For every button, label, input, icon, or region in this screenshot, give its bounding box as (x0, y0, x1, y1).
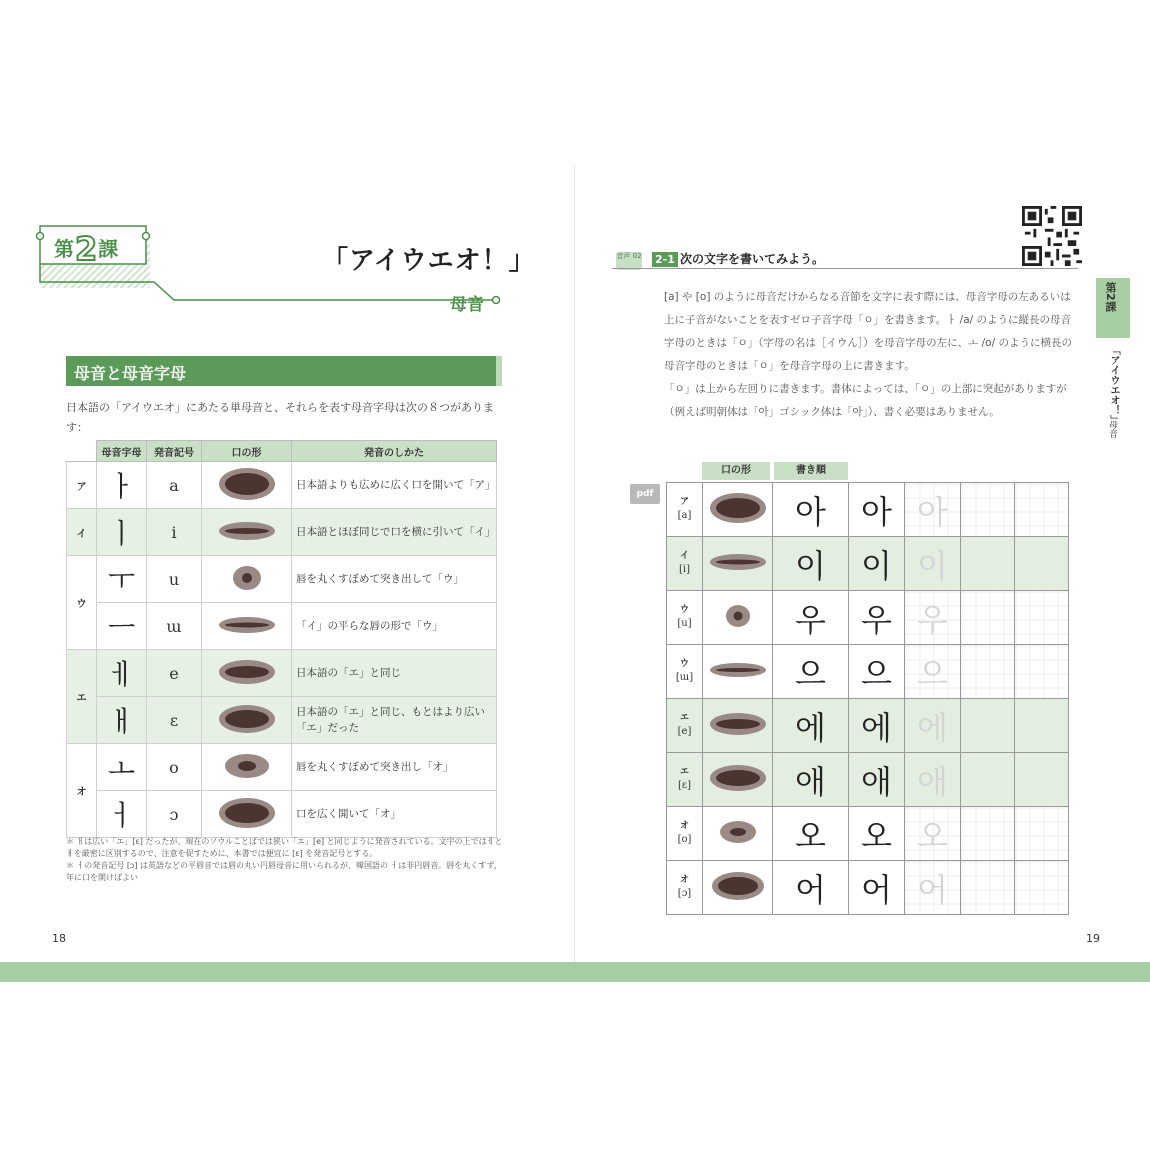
practice-row (667, 537, 1069, 591)
row-ipa: [a] (677, 510, 692, 521)
qr-code-icon[interactable] (1022, 206, 1082, 266)
header-ipa: 発音記号 (147, 441, 202, 462)
mouth-open-icon (202, 697, 292, 744)
row-desc: 唇を丸くすぼめて突き出し「オ」 (292, 744, 497, 791)
row-label (667, 861, 703, 915)
page-gutter (574, 165, 575, 965)
row-label (667, 807, 703, 861)
chapter-prefix: 第 (54, 237, 75, 261)
trace-syllable[interactable]: 애 (905, 753, 961, 807)
row-kana: オ (67, 744, 97, 838)
syllable-stroke: 어 (795, 870, 826, 909)
table-row (67, 509, 497, 556)
chapter-number: 2 (75, 230, 99, 268)
model-syllable: 어 (849, 861, 905, 915)
stroke-order-syllable (773, 807, 849, 861)
side-title: 「アイウエオ！」 (1108, 345, 1119, 425)
row-kana: ウ (679, 605, 689, 615)
intro-text: 日本語の「アイウエオ」にあたる単母音と、それらを表す母音字母は次の８つがあります： (66, 401, 495, 434)
header-stroke-order: 書き順 (774, 462, 848, 480)
practice-cell[interactable] (961, 753, 1015, 807)
mouth-shape-icon (703, 807, 773, 861)
mouth-shape-icon (703, 753, 773, 807)
row-kana: ア (679, 497, 689, 507)
explanation (664, 286, 1080, 424)
row-ipa: u (147, 556, 202, 603)
stroke-order-syllable (773, 537, 849, 591)
vowel-table-header (67, 441, 497, 462)
row-kana: ウ (679, 659, 689, 669)
row-desc: 日本語の「エ」と同じ、もとはより広い「エ」だった (292, 697, 497, 744)
practice-cell[interactable] (1015, 591, 1069, 645)
footnotes (66, 836, 506, 884)
row-ipa: e (147, 650, 202, 697)
model-syllable: 으 (849, 645, 905, 699)
syllable-stroke: 에 (795, 708, 826, 747)
practice-cell[interactable] (1015, 699, 1069, 753)
row-jamo: ㅜ (97, 556, 147, 603)
practice-row (667, 645, 1069, 699)
stroke-order-syllable (773, 699, 849, 753)
page-title: 「アイウエオ！」 (322, 246, 536, 276)
practice-row (667, 753, 1069, 807)
practice-cell[interactable] (961, 807, 1015, 861)
exercise-number: 2-1 (652, 252, 678, 267)
trace-syllable[interactable]: 으 (905, 645, 961, 699)
row-desc: 日本語よりも広めに広く口を開いて「ア」 (292, 462, 497, 509)
model-syllable: 애 (849, 753, 905, 807)
row-kana: ア (67, 462, 97, 509)
table-row (67, 744, 497, 791)
chapter-side-tab (1096, 278, 1130, 338)
row-kana: ウ (67, 556, 97, 650)
syllable-stroke: 으 (795, 654, 826, 693)
mouth-round-small-icon (202, 744, 292, 791)
page-number-left: 18 (52, 932, 66, 945)
trace-syllable[interactable]: 이 (905, 537, 961, 591)
syllable-stroke: 애 (795, 762, 826, 801)
row-desc: 口を広く開いて「オ」 (292, 791, 497, 838)
header-jamo: 母音字母 (97, 441, 147, 462)
stroke-order-syllable (773, 645, 849, 699)
row-ipa: [u] (677, 618, 692, 629)
model-syllable: 아 (849, 483, 905, 537)
syllable-stroke: 아 (795, 492, 826, 531)
table-row (67, 462, 497, 509)
row-kana: エ (679, 767, 689, 777)
table-row (67, 556, 497, 603)
trace-syllable[interactable]: 어 (905, 861, 961, 915)
row-desc: 唇を丸くすぼめて突き出して「ウ」 (292, 556, 497, 603)
row-ipa: i (147, 509, 202, 556)
row-jamo: ㅐ (97, 697, 147, 744)
trace-syllable[interactable]: 아 (905, 483, 961, 537)
row-label (667, 699, 703, 753)
audio-badge[interactable]: 音声 02 (616, 252, 642, 270)
row-label (667, 483, 703, 537)
mouth-shape-icon (703, 591, 773, 645)
header-mouth-shape: 口の形 (702, 462, 770, 480)
syllable-stroke: 이 (795, 546, 826, 585)
row-ipa: [ɔ] (677, 888, 692, 899)
exercise-title: 次の文字を書いてみよう。 (680, 252, 825, 266)
practice-cell[interactable] (961, 645, 1015, 699)
mouth-shape-icon (703, 699, 773, 753)
practice-cell[interactable] (961, 861, 1015, 915)
table-row (67, 697, 497, 744)
practice-row (667, 699, 1069, 753)
mouth-shape-icon (703, 537, 773, 591)
model-syllable: 오 (849, 807, 905, 861)
practice-table-header (702, 462, 852, 480)
title-rule (612, 268, 1078, 269)
side-subtitle: 母音 (1107, 420, 1117, 438)
row-ipa: ɔ (147, 791, 202, 838)
row-label (667, 645, 703, 699)
practice-cell[interactable] (961, 537, 1015, 591)
table-row (67, 603, 497, 650)
practice-cell[interactable] (1015, 753, 1069, 807)
footnote: ＊ ㅐは広い「エ」[ɛ] だったが、現在のソウルことばでは狭い「エ」[e] と同じように発音されている。文字の上ではㅔとㅐを厳密に区別するので、注意を促すために、本書では便宜に [ɛ] を発音記号とする。 (66, 837, 503, 858)
section-heading (66, 356, 496, 386)
mouth-open-wide-icon (202, 791, 292, 838)
trace-syllable[interactable]: 오 (905, 807, 961, 861)
row-kana: イ (67, 509, 97, 556)
practice-cell[interactable] (1015, 483, 1069, 537)
trace-syllable[interactable]: 우 (905, 591, 961, 645)
row-jamo: ㅏ (97, 462, 147, 509)
stroke-order-syllable (773, 753, 849, 807)
row-label (667, 753, 703, 807)
footnote: ＊ ㅓの発音記号 [ɔ] は英語などの平唇音では唇の丸い円唇母音に用いられるが、韓国語の ㅓは非円唇音。唇を丸くすず、年に口を開けばよい (66, 861, 502, 882)
row-jamo: ㅡ (97, 603, 147, 650)
row-kana: エ (67, 650, 97, 744)
model-syllable: 우 (849, 591, 905, 645)
table-row (67, 650, 497, 697)
mouth-shape-icon (703, 861, 773, 915)
practice-cell[interactable] (1015, 861, 1069, 915)
row-ipa: ɛ (147, 697, 202, 744)
trace-syllable[interactable]: 에 (905, 699, 961, 753)
row-label (667, 591, 703, 645)
row-kana: オ (679, 875, 689, 885)
vowel-table (66, 440, 497, 838)
page-subtitle: 母音 (450, 295, 484, 315)
practice-cell[interactable] (961, 591, 1015, 645)
mouth-spread-icon (202, 509, 292, 556)
header-mouth: 口の形 (202, 441, 292, 462)
side-tab-label: 第2課 (1104, 282, 1117, 312)
row-jamo: ㅓ (97, 791, 147, 838)
practice-cell[interactable] (1015, 645, 1069, 699)
row-desc: 「イ」の平らな唇の形で「ウ」 (292, 603, 497, 650)
row-desc: 日本語の「エ」と同じ (292, 650, 497, 697)
row-ipa: ɯ (147, 603, 202, 650)
row-ipa: [ɯ] (675, 672, 694, 683)
practice-cell[interactable] (961, 483, 1015, 537)
chapter-label (40, 224, 140, 268)
paragraph: [a] や [o] のように母音だけからなる音節を文字に表す際には、母音字母の左あるいは上に子音がないことを表すゼロ子音字母「ㅇ」を書きます。ㅏ /a/ のように縦長の母音字母のときは「ㅇ」（字母の名は［イウん］）を母音字母の左に、ㅗ /o/ のように横長の母音字母のときは「ㅇ」を母音字母の上に書きます。 (664, 291, 1072, 372)
row-kana: イ (679, 551, 689, 561)
row-jamo: ㅔ (97, 650, 147, 697)
row-kana: エ (679, 713, 689, 723)
row-kana: オ (679, 821, 689, 831)
paragraph: 「ㅇ」は上から左回りに書きます。書体によっては、「ㅇ」の上部に突起がありますが（例えば明朝体は「아」ゴシック体は「아」）、書く必要はありません。 (664, 383, 1067, 418)
practice-cell[interactable] (1015, 807, 1069, 861)
header-how: 発音のしかた (292, 441, 497, 462)
mouth-flat-icon (202, 603, 292, 650)
mouth-mid-icon (202, 650, 292, 697)
practice-row (667, 861, 1069, 915)
mouth-round-icon (202, 556, 292, 603)
model-syllable: 이 (849, 537, 905, 591)
row-ipa: o (147, 744, 202, 791)
row-ipa: [ɛ] (678, 780, 691, 791)
row-jamo: ㅣ (97, 509, 147, 556)
page-number-right: 19 (1086, 932, 1100, 945)
bottom-band (0, 962, 1150, 982)
mouth-open-wide-icon (202, 462, 292, 509)
practice-row (667, 483, 1069, 537)
row-ipa: [e] (677, 726, 692, 737)
mouth-shape-icon (703, 483, 773, 537)
row-jamo: ㅗ (97, 744, 147, 791)
chapter-suffix: 課 (98, 237, 120, 261)
row-desc: 日本語とほぼ同じで口を横に引いて「イ」 (292, 509, 497, 556)
row-ipa: a (147, 462, 202, 509)
practice-row (667, 591, 1069, 645)
pdf-download-button[interactable]: pdf (630, 484, 660, 504)
stroke-order-syllable (773, 861, 849, 915)
stroke-order-syllable (773, 591, 849, 645)
syllable-stroke: 오 (795, 816, 826, 855)
row-ipa: [o] (677, 834, 692, 845)
practice-cell[interactable] (1015, 537, 1069, 591)
model-syllable: 에 (849, 699, 905, 753)
practice-cell[interactable] (961, 699, 1015, 753)
practice-table (666, 482, 1069, 915)
section-title: 母音と母音字母 (74, 364, 187, 383)
practice-row (667, 807, 1069, 861)
mouth-shape-icon (703, 645, 773, 699)
syllable-stroke: 우 (795, 600, 826, 639)
table-row (67, 791, 497, 838)
stroke-order-syllable (773, 483, 849, 537)
row-label (667, 537, 703, 591)
row-ipa: [i] (678, 564, 690, 575)
